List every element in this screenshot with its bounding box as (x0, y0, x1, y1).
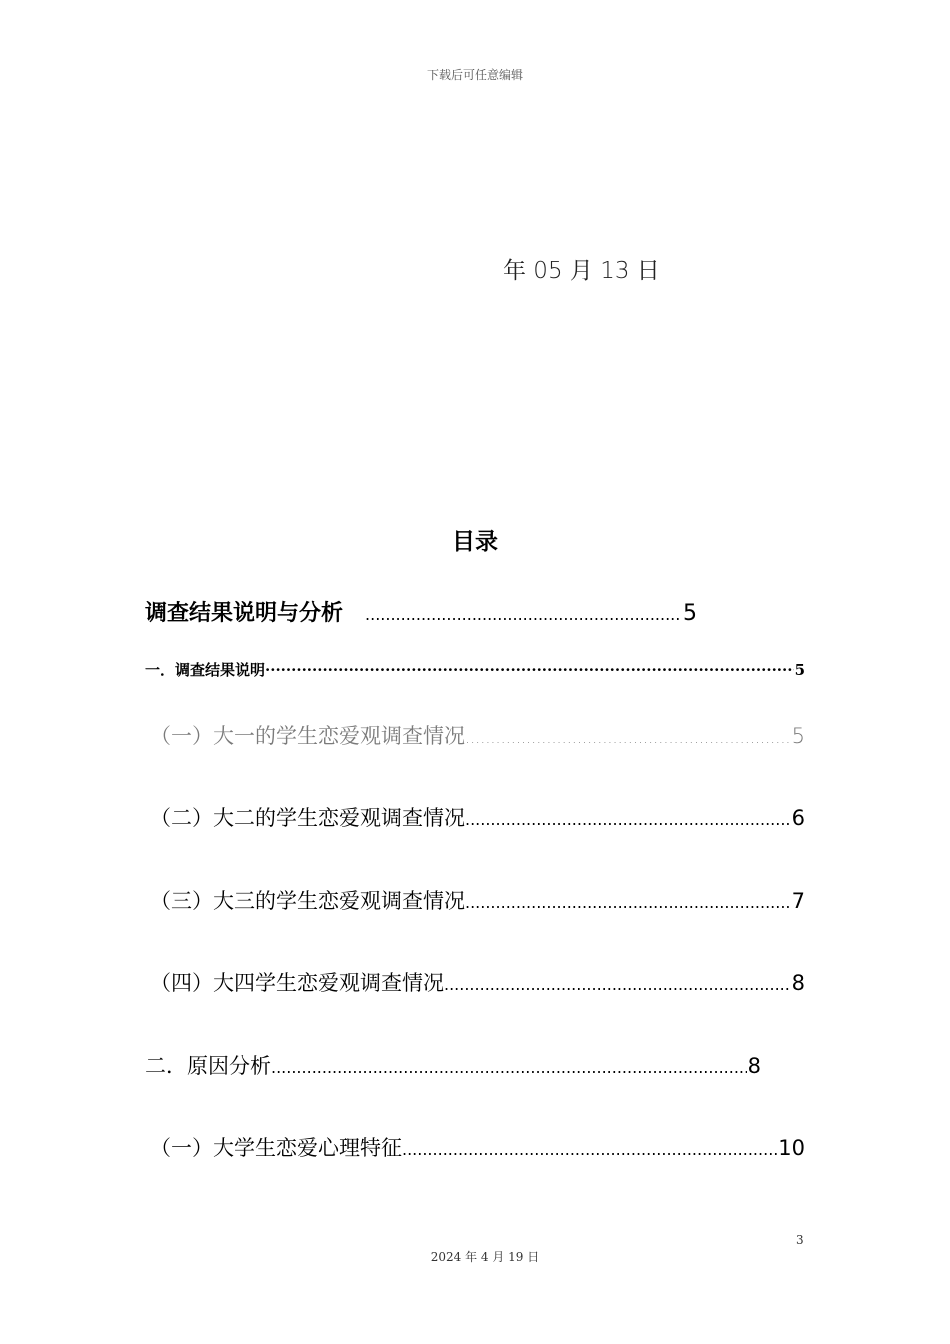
toc-leader-dots (465, 893, 791, 912)
toc-entry-label: 一．调查结果说明 (145, 661, 266, 679)
toc-leader-dots (271, 1058, 747, 1077)
toc-entry-label: 调查结果说明与分析 (145, 601, 344, 626)
toc-entry-label: （二）大二的学生恋爱观调查情况 (150, 806, 465, 830)
toc-title: 目录 (452, 529, 498, 555)
toc-entry-1[interactable] (145, 596, 697, 627)
page-footer: 2024 年 4 月 19 日 (430, 1250, 540, 1264)
page-number: 3 (796, 1233, 804, 1247)
toc-entry-page: 6 (791, 806, 805, 830)
toc-entry-page: 7 (791, 889, 805, 913)
toc-leader-dots (465, 810, 791, 829)
page-header: 下载后可任意编辑 (426, 68, 523, 82)
toc-entry-label: （一）大一的学生恋爱观调查情况 (150, 724, 465, 748)
toc-leader-dots (265, 661, 794, 679)
toc-entry-2[interactable] (145, 659, 805, 680)
toc-entry-label: （一）大学生恋爱心理特征 (150, 1136, 402, 1160)
toc-entry-label: 二．原因分析 (145, 1054, 271, 1078)
toc-entry-page: 10 (778, 1136, 805, 1160)
toc-entry-3[interactable] (150, 720, 805, 750)
toc-entry-label: （四）大四学生恋爱观调查情况 (150, 971, 444, 995)
toc-entry-7[interactable] (145, 1050, 761, 1080)
toc-entry-page: 5 (794, 661, 805, 679)
toc-entry-label: （三）大三的学生恋爱观调查情况 (150, 889, 465, 913)
toc-entry-page: 5 (791, 724, 805, 748)
toc-entry-page: 8 (747, 1054, 761, 1078)
toc-leader-dots (365, 605, 682, 624)
date-line: 年 05 月 13 日 (503, 258, 660, 284)
toc-entry-4[interactable] (150, 802, 805, 832)
toc-entry-page: 8 (791, 971, 805, 995)
toc-leader-dots (465, 728, 791, 747)
toc-entry-page: 5 (683, 601, 697, 626)
toc-leader-dots (402, 1140, 777, 1159)
toc-entry-6[interactable] (150, 967, 805, 997)
toc-entry-5[interactable] (150, 885, 805, 915)
toc-entry-8[interactable] (150, 1132, 805, 1162)
toc-leader-dots (444, 975, 791, 994)
